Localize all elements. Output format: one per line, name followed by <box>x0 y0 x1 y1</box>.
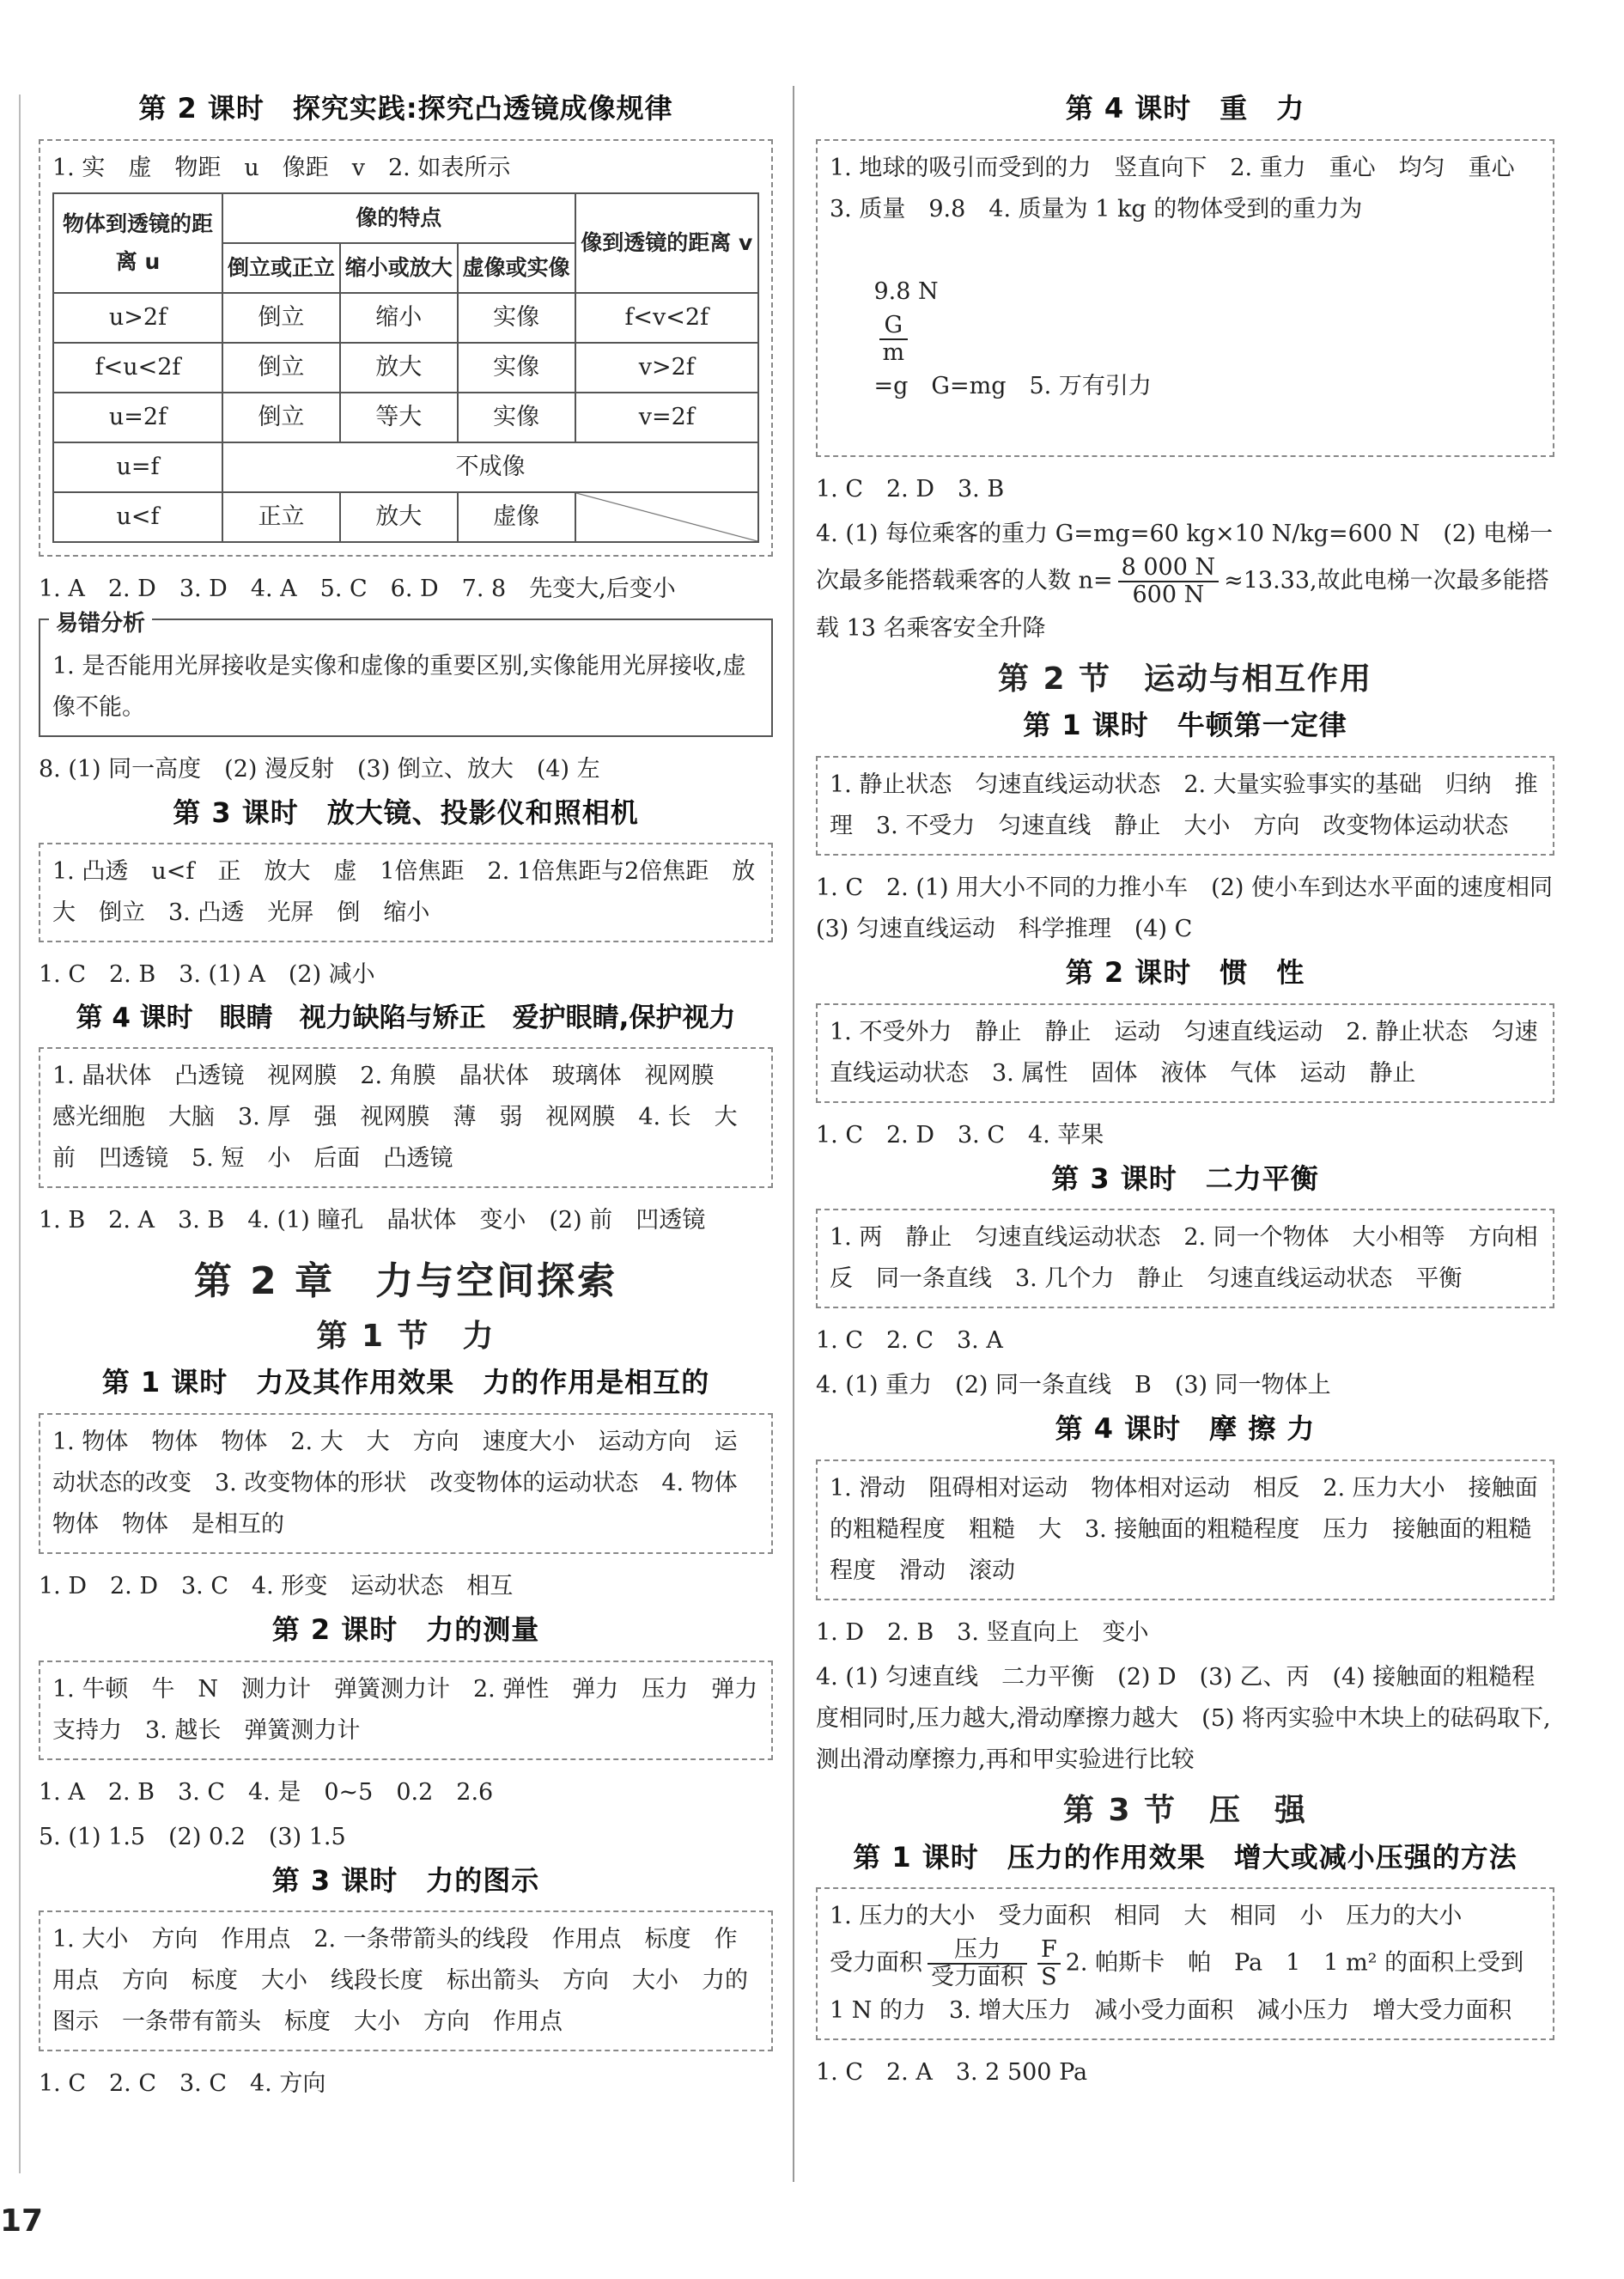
box-line: 1. 静止状态 匀速直线运动状态 2. 大量实验事实的基础 归纳 推理 3. 不受力 匀速直线 静止 大小 方向 改变物体运动状态 <box>830 771 1538 839</box>
answer-line: 8. (1) 同一高度 (2) 漫反射 (3) 倒立、放大 (4) 左 <box>39 755 600 783</box>
fraction-denominator: m <box>882 338 905 366</box>
table-row <box>53 293 758 343</box>
lens-imaging-table <box>52 192 759 543</box>
answer-box <box>39 1661 782 1760</box>
answer-line: 1. C 2. D 3. B <box>816 475 1005 503</box>
text-run: 4. (1) 每位乘客的重力 G=mg=60 kg×10 N/kg=600 N (2) 电梯一次最多能搭载乘客的人数 n= <box>816 520 1554 594</box>
answer-line: 1. D 2. B 3. 竖直向上 变小 <box>816 1618 1149 1646</box>
text-run: 2. 帕斯卡 帕 Pa 1 1 m² 的面积上受到 1 N 的力 3. 增大压力 减小受力面积 减小压力 增大受力面积 <box>830 1949 1531 2025</box>
box-line: 1. 不受外力 静止 静止 运动 匀速直线运动 2. 静止状态 匀速直线运动状态 3. 属性 固体 液体 气体 运动 静止 <box>830 1018 1538 1087</box>
fraction-numerator: 8 000 N <box>1118 555 1220 582</box>
box-line: 1. 压力的大小 受力面积 相同 大 相同 小 压力的大小 <box>830 1903 1463 1930</box>
table-cell: u<f <box>53 492 222 542</box>
table-cell: 放大 <box>340 492 458 542</box>
left-margin-rule <box>19 94 21 2173</box>
table-cell: f<v<2f <box>575 293 758 343</box>
table-cell: 放大 <box>340 343 458 393</box>
table-row <box>53 343 758 393</box>
fraction <box>879 313 909 366</box>
table-row <box>53 492 758 542</box>
answer-line: 1. B 2. A 3. B 4. (1) 瞳孔 晶状体 变小 (2) 前 凹透镜 <box>39 1207 706 1234</box>
section-title: 第 3 节 压 强 <box>1062 1792 1308 1828</box>
answer-box <box>39 139 773 557</box>
answer-line: 1. C 2. C 3. A <box>816 1327 1003 1355</box>
table-header: 虚像或实像 <box>458 243 575 293</box>
table-cell: v=2f <box>575 393 758 442</box>
answer-box <box>39 1910 773 2051</box>
table-cell: 倒立 <box>222 343 340 393</box>
lesson-title: 第 4 课时 眼睛 视力缺陷与矫正 爱护眼睛,保护视力 <box>76 1002 736 1034</box>
section-title: 第 2 节 运动与相互作用 <box>997 661 1373 697</box>
table-cell: 正立 <box>222 492 340 542</box>
fraction-numerator: 压力 <box>928 1937 1027 1965</box>
answer-line: 4. (1) 匀速直线 二力平衡 (2) D (3) 乙、丙 (4) 接触面的粗糙程度相同时,压力越大,滑动摩擦力越大 (5) 将丙实验中木块上的砝码取下,测出滑动摩擦力,再和甲实验进行比较 <box>816 1663 1551 1773</box>
answer-box <box>816 1209 1554 1308</box>
table-cell: u=2f <box>53 393 222 442</box>
table-header: 像的特点 <box>222 193 575 243</box>
box-line: 1. 实 虚 物距 u 像距 v 2. 如表所示 <box>52 154 511 181</box>
answer-line: 1. D 2. D 3. C 4. 形变 运动状态 相互 <box>39 1573 514 1600</box>
lesson-title: 第 4 课时 摩 擦 力 <box>1055 1412 1316 1446</box>
box-line: 1. 物体 物体 物体 2. 大 大 方向 速度大小 运动方向 运动状态的改变 3. 改变物体的形状 改变物体的运动状态 4. 物体 物体 物体 是相互的 <box>52 1429 761 1539</box>
lesson-title: 第 4 课时 重 力 <box>1065 92 1305 125</box>
diagonal-empty-cell <box>575 492 758 542</box>
lesson-title: 第 1 课时 牛顿第一定律 <box>1023 709 1347 742</box>
fraction-numerator: G <box>879 313 909 340</box>
table-header: 像到透镜的距离 v <box>575 193 758 293</box>
table-cell: 缩小 <box>340 293 458 343</box>
lesson-title: 第 3 课时 力的图示 <box>271 1863 540 1897</box>
table-cell: 实像 <box>458 343 575 393</box>
error-analysis-text: 1. 是否能用光屏接收是实像和虚像的重要区别,实像能用光屏接收,虚像不能。 <box>52 652 746 721</box>
answer-box <box>816 139 1554 457</box>
text-run: 9.8 N <box>873 277 939 305</box>
answer-line: 5. (1) 1.5 (2) 0.2 (3) 1.5 <box>39 1823 346 1850</box>
chapter-title: 第 2 章 力与空间探索 <box>193 1259 618 1304</box>
text-run: =g G=mg 5. 万有引力 <box>873 372 1152 399</box>
table-header: 倒立或正立 <box>222 243 340 293</box>
box-line: 1. 大小 方向 作用点 2. 一条带箭头的线段 作用点 标度 作用点 方向 标度 大小 线段长度 标出箭头 方向 大小 力的图示 一条带有箭头 标度 大小 方向 作用点 <box>52 1926 748 2036</box>
answer-line: 1. C 2. (1) 用大小不同的力推小车 (2) 使小车到达水平面的速度相同 (3) 匀速直线运动 科学推理 (4) C <box>816 874 1577 942</box>
table-cell: 虚像 <box>458 492 575 542</box>
lesson-title: 第 2 课时 力的测量 <box>271 1613 540 1647</box>
error-analysis-label: 易错分析 <box>49 603 152 644</box>
answer-line <box>816 514 1554 649</box>
answer-box <box>816 1887 1554 2040</box>
box-line <box>830 1937 1541 2032</box>
box-line <box>830 230 1541 448</box>
fraction-denominator: 600 N <box>1132 581 1205 608</box>
table-cell: 实像 <box>458 293 575 343</box>
column-divider <box>793 86 794 2182</box>
error-analysis-box <box>39 610 773 737</box>
lesson-title: 第 1 课时 压力的作用效果 增大或减小压强的方法 <box>853 1840 1518 1874</box>
box-line: 1. 晶状体 凸透镜 视网膜 2. 角膜 晶状体 玻璃体 视网膜 感光细胞 大脑 3. 厚 强 视网膜 薄 弱 视网膜 4. 长 大 前 凹透镜 5. 短 小 后面 凸透镜 <box>52 1063 761 1173</box>
table-cell: u>2f <box>53 293 222 343</box>
table-cell: u=f <box>53 442 222 492</box>
answer-line: 1. C 2. B 3. (1) A (2) 减小 <box>39 961 375 989</box>
fraction-denominator: 受力面积 <box>931 1964 1024 1991</box>
right-column <box>816 86 1577 2097</box>
table-cell: 倒立 <box>222 393 340 442</box>
table-cell: 倒立 <box>222 293 340 343</box>
fraction <box>1118 555 1220 608</box>
page-number: 17 <box>0 2203 44 2239</box>
table-cell: v>2f <box>575 343 758 393</box>
answer-box <box>816 756 1554 856</box>
lesson-title: 第 2 课时 惯 性 <box>1065 955 1305 989</box>
box-line: 1. 地球的吸引而受到的力 竖直向下 2. 重力 重心 均匀 重心 3. 质量 9.8 4. 质量为 1 kg 的物体受到的重力为 <box>830 154 1538 222</box>
lesson-title: 第 2 课时 探究实践:探究凸透镜成像规律 <box>138 92 673 125</box>
table-cell: 等大 <box>340 393 458 442</box>
box-line: 1. 牛顿 牛 N 测力计 弹簧测力计 2. 弹性 弹力 压力 弹力 支持力 3. 越长 弹簧测力计 <box>52 1675 782 1744</box>
table-cell: f<u<2f <box>53 343 222 393</box>
lesson-title: 第 3 课时 放大镜、投影仪和照相机 <box>173 795 639 829</box>
lesson-title: 第 1 课时 力及其作用效果 力的作用是相互的 <box>101 1366 710 1399</box>
table-header: 缩小或放大 <box>340 243 458 293</box>
answer-box <box>816 1003 1554 1103</box>
fraction-denominator: S <box>1041 1964 1057 1991</box>
lesson-title: 第 3 课时 二力平衡 <box>1051 1161 1319 1195</box>
fraction <box>1037 1937 1061 1990</box>
answer-line: 1. A 2. B 3. C 4. 是 0~5 0.2 2.6 <box>39 1778 494 1806</box>
text-run: 受力面积 <box>830 1949 922 1977</box>
answer-box <box>816 1459 1554 1600</box>
answer-box <box>39 843 773 942</box>
answer-line: 1. C 2. C 3. C 4. 方向 <box>39 2070 326 2098</box>
left-column <box>39 86 782 2108</box>
table-cell: 不成像 <box>222 442 758 492</box>
answer-line: 1. C 2. D 3. C 4. 苹果 <box>816 1121 1104 1149</box>
box-line: 1. 两 静止 匀速直线运动状态 2. 同一个物体 大小相等 方向相反 同一条直线 3. 几个力 静止 匀速直线运动状态 平衡 <box>830 1224 1538 1293</box>
table-row <box>53 442 758 492</box>
table-header: 物体到透镜的距离 u <box>53 193 222 293</box>
table-cell: 实像 <box>458 393 575 442</box>
answer-box <box>39 1413 773 1554</box>
answer-box <box>39 1047 773 1188</box>
fraction <box>928 1937 1027 1990</box>
section-title: 第 1 节 力 <box>316 1318 496 1354</box>
answer-line: 4. (1) 重力 (2) 同一条直线 B (3) 同一物体上 <box>816 1372 1331 1399</box>
answer-line: 1. A 2. D 3. D 4. A 5. C 6. D 7. 8 先变大,后变小 <box>39 575 676 602</box>
table-row <box>53 393 758 442</box>
box-line: 1. 凸透 u<f 正 放大 虚 1倍焦距 2. 1倍焦距与2倍焦距 放大 倒立 3. 凸透 光屏 倒 缩小 <box>52 858 756 927</box>
answer-line: 1. C 2. A 3. 2 500 Pa <box>816 2059 1088 2087</box>
text-run: ≈13.33,故此电梯一次最多能搭载 13 名乘客安全升降 <box>816 567 1549 642</box>
fraction-numerator: F <box>1037 1937 1061 1965</box>
box-line: 1. 滑动 阻碍相对运动 物体相对运动 相反 2. 压力大小 接触面的粗糙程度 粗糙 大 3. 接触面的粗糙程度 压力 接触面的粗糙程度 滑动 滚动 <box>830 1474 1538 1584</box>
